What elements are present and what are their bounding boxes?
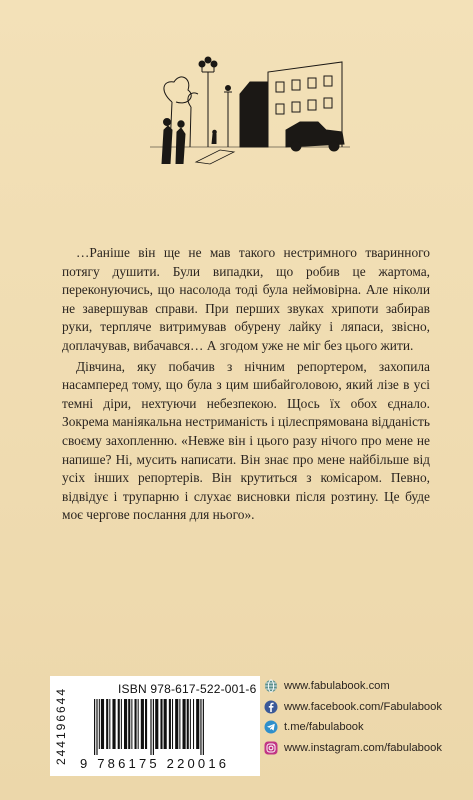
link-facebook-text: www.facebook.com/Fabulabook — [284, 700, 442, 713]
barcode-bar — [160, 699, 162, 749]
barcode-bar — [200, 699, 201, 755]
barcode-bar — [175, 699, 178, 749]
barcode-number: 9 786175 220016 — [80, 756, 230, 771]
barcode-bar — [109, 699, 110, 749]
link-facebook[interactable] — [264, 697, 469, 718]
blurb-paragraph-1: …Раніше він ще не мав такого нестримного тваринного потягу душити. Були випадки, що робив це жартома, переконуючись, що насолода тоді була неймовірна. Але ніколи не завершував справи. При перших звуках хрипоти забирав руки, терпляче витримував обурену лайку і ляпаси, звісно, доплачував, вибачався… А згодом уже не міг без цього жити. — [62, 245, 430, 353]
barcode-bar — [183, 699, 186, 749]
barcode-bar — [112, 699, 115, 749]
barcode-bar — [196, 699, 199, 749]
barcode-bar — [190, 699, 191, 749]
barcode-bar — [121, 699, 122, 749]
street-scene-illustration — [150, 52, 350, 172]
barcode-bar — [150, 699, 151, 755]
barcode-bar — [172, 699, 173, 749]
barcode-box — [50, 676, 260, 776]
barcode-bar — [96, 699, 97, 755]
barcode-bars — [90, 699, 250, 755]
publisher-links — [264, 676, 469, 758]
barcode-bar — [155, 699, 158, 749]
blurb-paragraph-2: Дівчина, яку побачив з нічним репортером, захопила насамперед тому, що була з цим шибайголовою, який лізе в усі темні діри, нехтуючи небезпекою. Щось їх обох єднало. Зокрема маніякальна нестриманість і цілеспрямована відданість своєму захопленню. «Невже він і цього разу нічого про мене не напише? Ні, мусить написати. Він знає про мене найбільше від усіх інших репортерів. Він крутиться з комісаром. Певно, відвідує і трупарню і слухає висновки після розтину. Це буде моє чергове послання для нього». — [62, 358, 430, 523]
link-instagram-text: www.instagram.com/fabulabook — [284, 741, 442, 754]
globe-icon — [264, 679, 278, 693]
side-code: 244196644 — [54, 686, 68, 766]
barcode-bar — [164, 699, 167, 749]
barcode-bar — [153, 699, 154, 755]
facebook-icon — [264, 700, 278, 714]
barcode-bar — [187, 699, 189, 749]
barcode-bar — [101, 699, 104, 749]
barcode-bar — [135, 699, 137, 749]
barcode-bar — [141, 699, 144, 749]
book-blurb — [62, 244, 430, 525]
barcode-bar — [94, 699, 95, 755]
barcode-bar — [131, 699, 132, 749]
link-telegram[interactable] — [264, 717, 469, 738]
link-instagram[interactable] — [264, 738, 469, 759]
barcode-bar — [193, 699, 194, 749]
barcode-bar — [138, 699, 139, 749]
instagram-icon — [264, 741, 278, 755]
barcode-bar — [99, 699, 100, 749]
barcode-bar — [145, 699, 147, 749]
barcode-bar — [203, 699, 204, 755]
barcode-bar — [169, 699, 171, 749]
link-website-text: www.fabulabook.com — [284, 680, 390, 693]
barcode-bar — [179, 699, 180, 749]
telegram-icon — [264, 720, 278, 734]
isbn-label: ISBN 978-617-522-001-6 — [118, 682, 257, 696]
barcode-bar — [106, 699, 108, 749]
barcode-bar — [118, 699, 120, 749]
link-website[interactable] — [264, 676, 469, 697]
barcode-bar — [124, 699, 127, 749]
barcode-bar — [128, 699, 130, 749]
link-telegram-text: t.me/fabulabook — [284, 721, 364, 734]
